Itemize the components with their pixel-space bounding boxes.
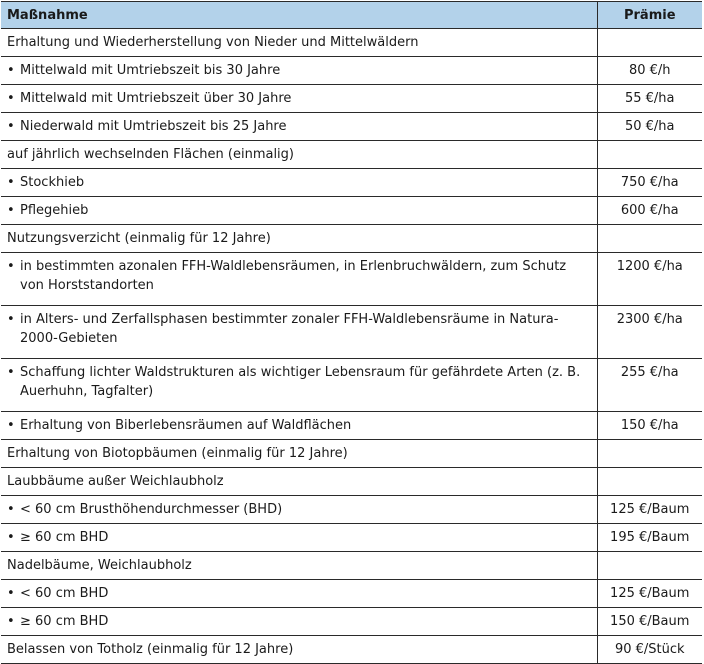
category-row — [1, 225, 702, 253]
premium-cell: 125 €/Baum — [597, 496, 702, 524]
bullet-icon: • — [7, 365, 15, 380]
measure-cell — [1, 524, 597, 552]
table-row — [1, 359, 702, 412]
premium-column-header: Prämie — [597, 2, 702, 29]
premium-table-container — [1, 1, 702, 664]
bullet-icon: • — [7, 418, 15, 433]
table-row — [1, 306, 702, 359]
bullet-icon: • — [7, 91, 15, 106]
measure-label: Mittelwald mit Umtriebszeit bis 30 Jahre — [20, 63, 281, 78]
table-row — [1, 412, 702, 440]
premium-cell: 750 €/ha — [597, 169, 702, 197]
measure-label: Schaffung lichter Waldstrukturen als wichtiger Lebensraum für gefährdete Arten (z. B. Auerhuhn, Tagfalter) — [20, 365, 581, 399]
measure-cell — [1, 141, 597, 169]
table-row — [1, 113, 702, 141]
measure-cell — [1, 306, 597, 359]
category-row — [1, 468, 702, 496]
category-label: Belassen von Totholz (einmalig für 12 Jahre) — [7, 642, 294, 657]
bullet-icon: • — [7, 63, 15, 78]
measure-label: in bestimmten azonalen FFH-Waldlebensräumen, in Erlenbruchwäldern, zum Schutz von Horststandorten — [20, 259, 567, 293]
category-label: Nutzungsverzicht (einmalig für 12 Jahre) — [7, 231, 271, 246]
measure-label: ≥ 60 cm BHD — [20, 530, 109, 545]
measure-cell — [1, 253, 597, 306]
measure-cell — [1, 552, 597, 580]
measure-label: Niederwald mit Umtriebszeit bis 25 Jahre — [20, 119, 287, 134]
bullet-icon: • — [7, 614, 15, 629]
table-row — [1, 253, 702, 306]
table-body — [1, 29, 702, 664]
category-row — [1, 29, 702, 57]
measure-cell — [1, 113, 597, 141]
premium-cell: 1200 €/ha — [597, 253, 702, 306]
measure-cell — [1, 496, 597, 524]
measure-cell — [1, 468, 597, 496]
category-label: Erhaltung von Biotopbäumen (einmalig für 12 Jahre) — [7, 446, 348, 461]
category-row — [1, 440, 702, 468]
bullet-icon: • — [7, 203, 15, 218]
measure-label: < 60 cm Brusthöhendurchmesser (BHD) — [20, 502, 283, 517]
measure-label: < 60 cm BHD — [20, 586, 109, 601]
table-row — [1, 57, 702, 85]
table-row — [1, 608, 702, 636]
measure-cell — [1, 636, 597, 664]
premium-cell: 90 €/Stück — [597, 636, 702, 664]
category-row — [1, 636, 702, 664]
premium-cell: 150 €/ha — [597, 412, 702, 440]
premium-cell — [597, 440, 702, 468]
category-label: Laubbäume außer Weichlaubholz — [7, 474, 224, 489]
measure-column-header: Maßnahme — [1, 2, 597, 29]
premium-cell: 50 €/ha — [597, 113, 702, 141]
premium-cell: 2300 €/ha — [597, 306, 702, 359]
measure-label: Mittelwald mit Umtriebszeit über 30 Jahre — [20, 91, 292, 106]
measure-label: Pflegehieb — [20, 203, 89, 218]
premium-cell — [597, 141, 702, 169]
measure-label: in Alters- und Zerfallsphasen bestimmter zonaler FFH-Waldlebensräume in Natura-2000-Gebieten — [20, 312, 559, 346]
bullet-icon: • — [7, 502, 15, 517]
table-row — [1, 580, 702, 608]
premium-cell — [597, 468, 702, 496]
bullet-icon: • — [7, 259, 15, 274]
premium-cell: 150 €/Baum — [597, 608, 702, 636]
premium-cell — [597, 29, 702, 57]
premium-cell: 125 €/Baum — [597, 580, 702, 608]
measure-cell — [1, 85, 597, 113]
premium-cell: 195 €/Baum — [597, 524, 702, 552]
premium-cell — [597, 225, 702, 253]
table-row — [1, 197, 702, 225]
table-row — [1, 496, 702, 524]
premium-cell: 55 €/ha — [597, 85, 702, 113]
category-row — [1, 552, 702, 580]
category-label: auf jährlich wechselnden Flächen (einmalig) — [7, 147, 294, 162]
bullet-icon: • — [7, 586, 15, 601]
measure-cell — [1, 225, 597, 253]
bullet-icon: • — [7, 119, 15, 134]
table-row — [1, 524, 702, 552]
premium-cell — [597, 552, 702, 580]
measure-cell — [1, 412, 597, 440]
premium-table — [1, 1, 702, 664]
premium-cell: 255 €/ha — [597, 359, 702, 412]
measure-label: Stockhieb — [20, 175, 85, 190]
measure-label: Erhaltung von Biberlebensräumen auf Waldflächen — [20, 418, 352, 433]
category-row — [1, 141, 702, 169]
measure-cell — [1, 440, 597, 468]
measure-cell — [1, 197, 597, 225]
measure-cell — [1, 29, 597, 57]
measure-label: ≥ 60 cm BHD — [20, 614, 109, 629]
measure-cell — [1, 580, 597, 608]
table-header-row — [1, 2, 702, 29]
category-label: Erhaltung und Wiederherstellung von Nieder und Mittelwäldern — [7, 35, 419, 50]
measure-cell — [1, 359, 597, 412]
measure-cell — [1, 169, 597, 197]
table-row — [1, 85, 702, 113]
premium-cell: 80 €/h — [597, 57, 702, 85]
bullet-icon: • — [7, 530, 15, 545]
bullet-icon: • — [7, 175, 15, 190]
premium-cell: 600 €/ha — [597, 197, 702, 225]
measure-cell — [1, 57, 597, 85]
table-row — [1, 169, 702, 197]
measure-cell — [1, 608, 597, 636]
category-label: Nadelbäume, Weichlaubholz — [7, 558, 192, 573]
bullet-icon: • — [7, 312, 15, 327]
